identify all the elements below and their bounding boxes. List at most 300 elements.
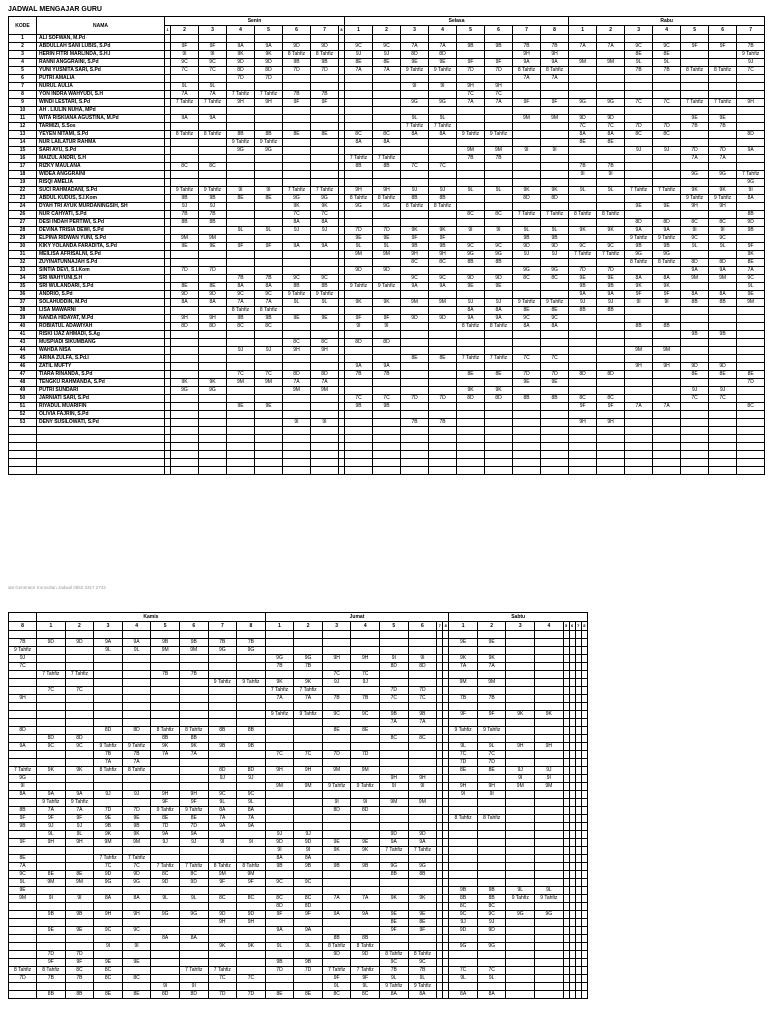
- schedule-cell: 9H: [122, 911, 151, 919]
- schedule-cell: [373, 115, 401, 123]
- schedule-cell: [65, 759, 94, 767]
- schedule-cell: 7 Tahfiz: [485, 355, 513, 363]
- teacher-kode: 45: [9, 355, 37, 363]
- teacher-kode: 16: [9, 155, 37, 163]
- schedule-cell: [709, 35, 737, 43]
- schedule-cell: 9B: [709, 331, 737, 339]
- schedule-cell: 9C: [237, 791, 266, 799]
- schedule-cell: [513, 411, 541, 419]
- schedule-cell: [237, 655, 266, 663]
- schedule-cell: [541, 443, 569, 451]
- schedule-cell: [9, 919, 37, 927]
- schedule-cell: [151, 783, 180, 791]
- table-row: [9, 67, 765, 75]
- schedule-cell: [345, 35, 373, 43]
- schedule-cell: [709, 435, 737, 443]
- schedule-cell: [227, 155, 255, 163]
- schedule-cell: 9H: [485, 83, 513, 91]
- schedule-cell: [569, 155, 597, 163]
- schedule-cell: [345, 83, 373, 91]
- schedule-cell: 7 Tahfiz: [513, 211, 541, 219]
- schedule-cell: [709, 163, 737, 171]
- schedule-cell: [485, 363, 513, 371]
- schedule-cell: 9 Tahfiz: [237, 679, 266, 687]
- period-header: 5: [255, 26, 283, 35]
- schedule-cell: 7A: [179, 751, 208, 759]
- schedule-cell: [429, 427, 457, 435]
- schedule-cell: 9M: [513, 115, 541, 123]
- schedule-cell: [457, 467, 485, 475]
- schedule-cell: [37, 435, 165, 443]
- schedule-cell: 8E: [597, 139, 625, 147]
- schedule-cell: [122, 663, 151, 671]
- teacher-kode: 13: [9, 131, 37, 139]
- schedule-cell: [151, 951, 180, 959]
- table-row: [9, 163, 765, 171]
- schedule-cell: 9B: [513, 235, 541, 243]
- table-row: [9, 815, 588, 823]
- schedule-cell: [535, 855, 564, 863]
- schedule-cell: 9D: [283, 43, 311, 51]
- schedule-cell: 9A: [179, 831, 208, 839]
- schedule-cell: [373, 347, 401, 355]
- schedule-cell: [351, 823, 380, 831]
- schedule-cell: [569, 355, 597, 363]
- teacher-nama: YON INDRA WAHYUDI, S.H: [37, 91, 165, 99]
- schedule-cell: 8C: [737, 403, 765, 411]
- schedule-cell: 7 Tahfiz: [322, 967, 351, 975]
- schedule-cell: [457, 35, 485, 43]
- schedule-cell: 8D: [597, 371, 625, 379]
- schedule-cell: [506, 727, 535, 735]
- schedule-cell: [37, 887, 66, 895]
- schedule-cell: [625, 315, 653, 323]
- schedule-cell: [171, 123, 199, 131]
- table-row: [9, 831, 588, 839]
- schedule-cell: [429, 411, 457, 419]
- schedule-cell: [65, 783, 94, 791]
- schedule-cell: 9 Tahfiz: [122, 743, 151, 751]
- schedule-cell: [737, 355, 765, 363]
- schedule-cell: [122, 671, 151, 679]
- schedule-cell: [199, 331, 227, 339]
- schedule-cell: [457, 443, 485, 451]
- schedule-cell: 9 Tahfiz: [401, 67, 429, 75]
- schedule-cell: [9, 831, 37, 839]
- schedule-cell: [506, 991, 535, 999]
- schedule-cell: [311, 235, 339, 243]
- schedule-cell: [171, 459, 199, 467]
- schedule-cell: 8C: [208, 895, 237, 903]
- schedule-cell: 9I: [485, 227, 513, 235]
- schedule-cell: [449, 799, 478, 807]
- schedule-cell: 8E: [65, 871, 94, 879]
- schedule-cell: 9G: [294, 655, 323, 663]
- schedule-cell: [569, 427, 597, 435]
- schedule-cell: [625, 467, 653, 475]
- schedule-cell: [311, 267, 339, 275]
- schedule-cell: [535, 847, 564, 855]
- schedule-cell: 8C: [373, 131, 401, 139]
- schedule-cell: 9A: [737, 147, 765, 155]
- schedule-cell: 9C: [227, 291, 255, 299]
- schedule-cell: [408, 903, 437, 911]
- schedule-cell: [653, 467, 681, 475]
- schedule-cell: [380, 903, 409, 911]
- schedule-cell: 8E: [199, 283, 227, 291]
- schedule-cell: [345, 179, 373, 187]
- schedule-cell: [653, 115, 681, 123]
- schedule-cell: 7 Tahfiz: [37, 671, 66, 679]
- schedule-cell: [380, 639, 409, 647]
- schedule-cell: 9E: [283, 315, 311, 323]
- schedule-cell: 8D: [351, 807, 380, 815]
- schedule-cell: [37, 855, 66, 863]
- schedule-cell: 8 Tahfiz: [208, 863, 237, 871]
- schedule-cell: [265, 807, 294, 815]
- schedule-cell: [541, 347, 569, 355]
- schedule-cell: [653, 371, 681, 379]
- schedule-cell: 9E: [569, 275, 597, 283]
- schedule-cell: [322, 631, 351, 639]
- schedule-cell: 7D: [171, 267, 199, 275]
- schedule-cell: [581, 831, 587, 839]
- schedule-cell: 8D: [227, 67, 255, 75]
- schedule-cell: [513, 139, 541, 147]
- schedule-cell: [122, 967, 151, 975]
- table-row: [9, 967, 588, 975]
- schedule-cell: 7C: [541, 355, 569, 363]
- schedule-cell: [401, 451, 429, 459]
- schedule-cell: 9M: [351, 767, 380, 775]
- schedule-cell: 9L: [237, 799, 266, 807]
- schedule-cell: [380, 751, 409, 759]
- schedule-cell: 9A: [351, 911, 380, 919]
- schedule-cell: 9F: [227, 243, 255, 251]
- teacher-kode: 17: [9, 163, 37, 171]
- schedule-cell: [401, 339, 429, 347]
- schedule-cell: [65, 663, 94, 671]
- schedule-cell: 9G: [709, 171, 737, 179]
- schedule-cell: [65, 695, 94, 703]
- schedule-cell: [457, 291, 485, 299]
- schedule-cell: [737, 443, 765, 451]
- schedule-cell: [535, 967, 564, 975]
- schedule-cell: 9G: [449, 943, 478, 951]
- schedule-cell: [208, 695, 237, 703]
- schedule-cell: 9 Tahfiz: [9, 647, 37, 655]
- schedule-cell: [345, 171, 373, 179]
- schedule-cell: [171, 443, 199, 451]
- schedule-cell: 7C: [208, 975, 237, 983]
- schedule-cell: 9D: [351, 951, 380, 959]
- schedule-cell: 8D: [513, 195, 541, 203]
- teacher-kode: 5: [9, 67, 37, 75]
- schedule-cell: 9G: [208, 647, 237, 655]
- schedule-cell: [541, 459, 569, 467]
- table-row: [9, 671, 588, 679]
- teacher-nama: DESI INDAH PERTIWI, S.Pd: [37, 219, 165, 227]
- schedule-cell: 7C: [94, 863, 123, 871]
- schedule-cell: [345, 379, 373, 387]
- schedule-cell: 9E: [408, 911, 437, 919]
- schedule-cell: 9K: [345, 299, 373, 307]
- schedule-cell: 8E: [345, 59, 373, 67]
- schedule-cell: [380, 671, 409, 679]
- schedule-cell: [373, 275, 401, 283]
- schedule-cell: 8E: [485, 371, 513, 379]
- schedule-cell: 8C: [345, 131, 373, 139]
- schedule-cell: [283, 75, 311, 83]
- schedule-cell: 9F: [9, 839, 37, 847]
- schedule-cell: 7C: [373, 395, 401, 403]
- schedule-cell: [401, 171, 429, 179]
- schedule-cell: [597, 91, 625, 99]
- schedule-cell: [513, 219, 541, 227]
- teacher-kode: 14: [9, 139, 37, 147]
- schedule-cell: 7B: [541, 43, 569, 51]
- schedule-cell: 8B: [9, 807, 37, 815]
- schedule-cell: 9C: [265, 879, 294, 887]
- period-header: 3: [625, 26, 653, 35]
- schedule-cell: [401, 459, 429, 467]
- schedule-cell: [265, 951, 294, 959]
- schedule-cell: [401, 347, 429, 355]
- schedule-cell: [283, 115, 311, 123]
- schedule-cell: [351, 879, 380, 887]
- schedule-cell: 8D: [322, 807, 351, 815]
- teacher-nama: ROBIATUL ADAWIYAH: [37, 323, 165, 331]
- schedule-cell: 9B: [265, 863, 294, 871]
- schedule-cell: 9M: [199, 235, 227, 243]
- schedule-cell: [345, 107, 373, 115]
- schedule-cell: 8 Tahfiz: [237, 863, 266, 871]
- period-header: 1: [345, 26, 373, 35]
- schedule-cell: 9M: [737, 299, 765, 307]
- teacher-kode: 44: [9, 347, 37, 355]
- schedule-cell: [237, 935, 266, 943]
- schedule-cell: 9H: [265, 767, 294, 775]
- schedule-cell: [208, 631, 237, 639]
- schedule-cell: [345, 211, 373, 219]
- schedule-cell: [283, 427, 311, 435]
- schedule-cell: [401, 411, 429, 419]
- schedule-cell: [477, 951, 506, 959]
- schedule-cell: [581, 887, 587, 895]
- schedule-cell: 9E: [227, 403, 255, 411]
- schedule-cell: [294, 647, 323, 655]
- table-row: [9, 315, 765, 323]
- schedule-cell: [477, 847, 506, 855]
- schedule-cell: [171, 227, 199, 235]
- schedule-cell: 9H: [227, 99, 255, 107]
- schedule-cell: 9D: [122, 871, 151, 879]
- schedule-cell: [569, 219, 597, 227]
- schedule-cell: [535, 927, 564, 935]
- schedule-cell: [653, 211, 681, 219]
- schedule-cell: [429, 363, 457, 371]
- teacher-nama: TENGKU RAHMANDA, S.Pd: [37, 379, 165, 387]
- schedule-cell: [294, 727, 323, 735]
- schedule-cell: 7C: [569, 123, 597, 131]
- table-row: [9, 371, 765, 379]
- teacher-kode: 18: [9, 171, 37, 179]
- schedule-cell: 7A: [681, 155, 709, 163]
- schedule-cell: [37, 847, 66, 855]
- schedule-cell: [227, 443, 255, 451]
- schedule-cell: 9A: [457, 315, 485, 323]
- schedule-cell: [513, 171, 541, 179]
- schedule-cell: 9E: [541, 379, 569, 387]
- teacher-kode: 24: [9, 203, 37, 211]
- schedule-cell: 7C: [265, 751, 294, 759]
- schedule-cell: [65, 711, 94, 719]
- schedule-cell: 9E: [429, 59, 457, 67]
- schedule-cell: 9 Tahfiz: [179, 807, 208, 815]
- period-header: 2: [171, 26, 199, 35]
- teacher-nama: SRI WAHYUNI,S.H: [37, 275, 165, 283]
- schedule-cell: [255, 387, 283, 395]
- schedule-cell: [237, 687, 266, 695]
- schedule-cell: 9 Tahfiz: [737, 51, 765, 59]
- teacher-kode: 46: [9, 363, 37, 371]
- schedule-cell: [265, 823, 294, 831]
- table-row: [9, 951, 588, 959]
- schedule-cell: [653, 355, 681, 363]
- schedule-cell: [283, 355, 311, 363]
- schedule-cell: [122, 903, 151, 911]
- schedule-cell: [322, 903, 351, 911]
- schedule-cell: [65, 655, 94, 663]
- schedule-cell: 7B: [449, 695, 478, 703]
- table-row: [9, 451, 765, 459]
- period-header: 8: [443, 622, 449, 631]
- schedule-cell: [597, 339, 625, 347]
- schedule-cell: 8A: [208, 807, 237, 815]
- schedule-cell: 9K: [597, 227, 625, 235]
- schedule-cell: 7B: [345, 371, 373, 379]
- period-header: 4: [535, 622, 564, 631]
- schedule-cell: 9B: [151, 639, 180, 647]
- table-row: [9, 983, 588, 991]
- schedule-cell: 7A: [227, 299, 255, 307]
- schedule-cell: 9L: [227, 227, 255, 235]
- schedule-cell: [322, 871, 351, 879]
- schedule-cell: [199, 35, 227, 43]
- schedule-cell: [581, 911, 587, 919]
- schedule-cell: [429, 291, 457, 299]
- schedule-cell: [569, 51, 597, 59]
- schedule-cell: [171, 419, 199, 427]
- schedule-cell: [122, 935, 151, 943]
- schedule-cell: [681, 59, 709, 67]
- table-row: [9, 307, 765, 315]
- schedule-cell: 8A: [401, 131, 429, 139]
- schedule-cell: 9C: [408, 959, 437, 967]
- teacher-nama: HERIN FITRI MARLINDA, S.H.I: [37, 51, 165, 59]
- schedule-cell: 9B: [171, 195, 199, 203]
- schedule-cell: [709, 403, 737, 411]
- table-row: [9, 903, 588, 911]
- schedule-cell: 8A: [294, 855, 323, 863]
- schedule-cell: 9H: [380, 775, 409, 783]
- schedule-cell: [681, 107, 709, 115]
- schedule-cell: 8B: [709, 299, 737, 307]
- schedule-cell: [65, 647, 94, 655]
- schedule-cell: [255, 155, 283, 163]
- schedule-cell: 8 Tahfiz: [653, 259, 681, 267]
- schedule-cell: 9I: [345, 323, 373, 331]
- schedule-cell: 9 Tahfiz: [653, 235, 681, 243]
- schedule-cell: 8E: [9, 855, 37, 863]
- schedule-cell: [373, 331, 401, 339]
- period-header: 5: [151, 622, 180, 631]
- schedule-cell: [506, 839, 535, 847]
- schedule-cell: 8D: [151, 991, 180, 999]
- schedule-cell: [709, 339, 737, 347]
- schedule-cell: [506, 807, 535, 815]
- schedule-cell: 8 Tahfiz: [513, 67, 541, 75]
- schedule-cell: 9M: [283, 387, 311, 395]
- schedule-cell: [265, 791, 294, 799]
- schedule-cell: 8C: [283, 339, 311, 347]
- schedule-cell: [681, 51, 709, 59]
- schedule-cell: [208, 959, 237, 967]
- schedule-cell: 9G: [681, 171, 709, 179]
- schedule-cell: [681, 467, 709, 475]
- schedule-cell: [535, 815, 564, 823]
- schedule-cell: 7A: [94, 759, 123, 767]
- schedule-cell: [401, 467, 429, 475]
- schedule-cell: [535, 839, 564, 847]
- schedule-cell: 7D: [255, 75, 283, 83]
- schedule-cell: [581, 815, 587, 823]
- schedule-cell: 8B: [681, 299, 709, 307]
- schedule-cell: [265, 743, 294, 751]
- schedule-cell: [477, 839, 506, 847]
- schedule-cell: 9M: [709, 275, 737, 283]
- teacher-nama: WAHDA NISA: [37, 347, 165, 355]
- schedule-cell: [122, 951, 151, 959]
- schedule-cell: [513, 339, 541, 347]
- schedule-cell: 8A: [737, 195, 765, 203]
- schedule-cell: [625, 195, 653, 203]
- schedule-cell: [477, 703, 506, 711]
- schedule-cell: [681, 163, 709, 171]
- schedule-cell: [408, 943, 437, 951]
- schedule-cell: [373, 83, 401, 91]
- schedule-cell: [429, 331, 457, 339]
- schedule-cell: [569, 331, 597, 339]
- schedule-cell: [401, 35, 429, 43]
- schedule-cell: [625, 355, 653, 363]
- schedule-cell: [237, 631, 266, 639]
- schedule-cell: [449, 951, 478, 959]
- schedule-cell: [485, 443, 513, 451]
- schedule-cell: [94, 719, 123, 727]
- schedule-cell: [477, 863, 506, 871]
- schedule-cell: [199, 339, 227, 347]
- schedule-cell: [429, 379, 457, 387]
- schedule-cell: 7A: [122, 759, 151, 767]
- schedule-cell: 9L: [485, 187, 513, 195]
- schedule-cell: [380, 879, 409, 887]
- schedule-cell: [681, 91, 709, 99]
- schedule-cell: 8D: [283, 371, 311, 379]
- schedule-cell: 7C: [351, 671, 380, 679]
- schedule-cell: [681, 35, 709, 43]
- schedule-cell: [506, 983, 535, 991]
